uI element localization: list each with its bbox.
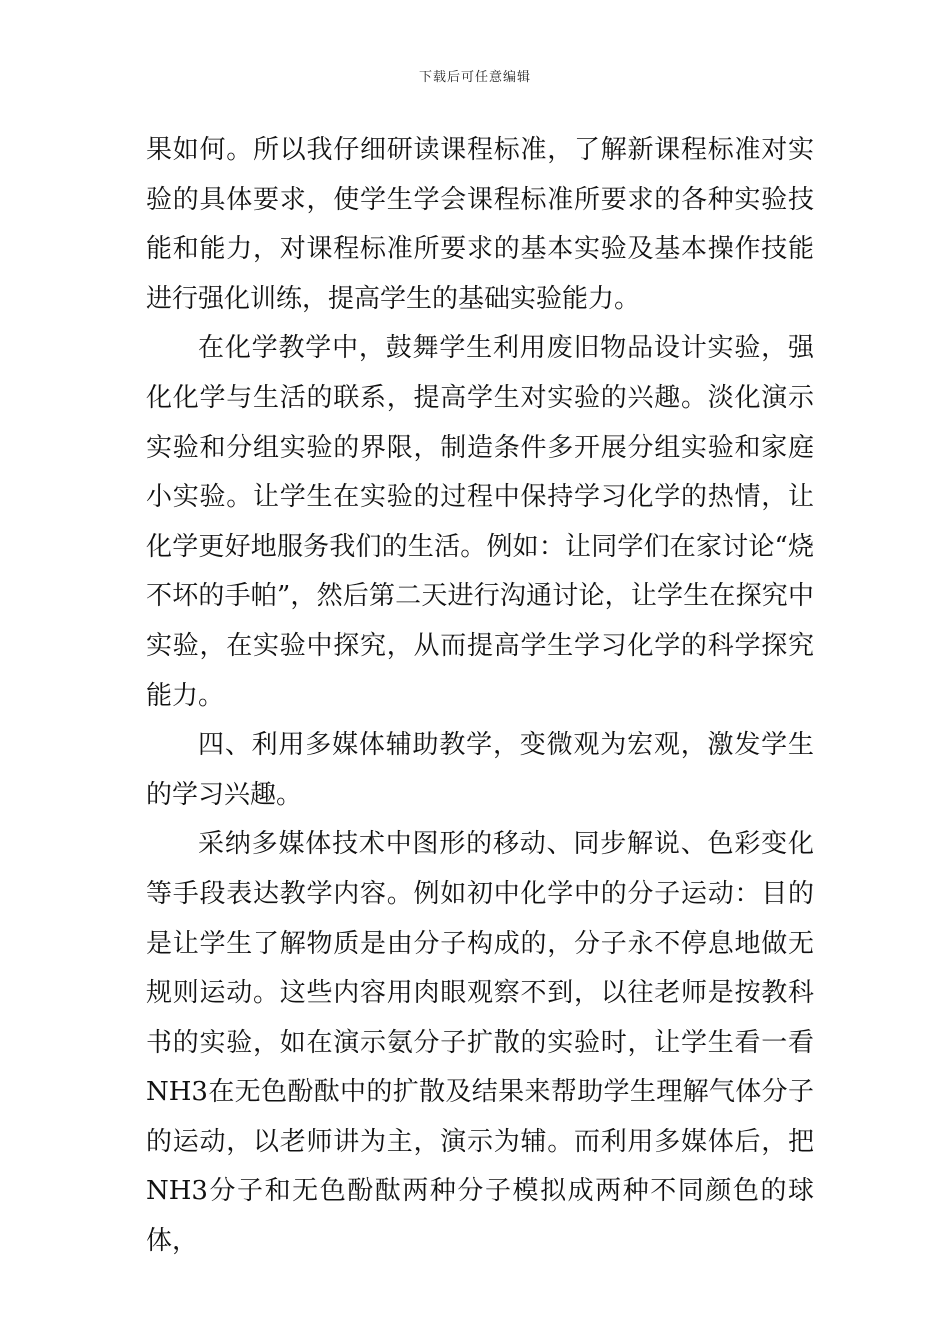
paragraph-2: 在化学教学中，鼓舞学生利用废旧物品设计实验，强化化学与生活的联系，提高学生对实验的兴趣。淡化演示实验和分组实验的界限，制造条件多开展分组实验和家庭小实验。让学生在实验的过程中保持学习化学的热情，让化学更好地服务我们的生活。例如：让同学们在家讨论“烧不坏的手帕”，然后第二天进行沟通讨论，让学生在探究中实验，在实验中探究，从而提高学生学习化学的科学探究能力。 [146, 333, 814, 711]
paragraph-1: 果如何。所以我仔细研读课程标准，了解新课程标准对实验的具体要求，使学生学会课程标准所要求的各种实验技能和能力，对课程标准所要求的基本实验及基本操作技能进行强化训练，提高学生的基础实验能力。 [146, 135, 814, 314]
page-header: 下载后可任意编辑 [418, 70, 531, 85]
document-body [146, 126, 814, 1267]
paragraph-3: 采纳多媒体技术中图形的移动、同步解说、色彩变化等手段表达教学内容。例如初中化学中的分子运动：目的是让学生了解物质是由分子构成的，分子永不停息地做无规则运动。这些内容用肉眼观察不到，以往老师是按教科书的实验，如在演示氨分子扩散的实验时，让学生看一看NH3在无色酚酞中的扩散及结果来帮助学生理解气体分子的运动，以老师讲为主，演示为辅。而利用多媒体后，把NH3分子和无色酚酞两种分子模拟成两种不同颜色的球体， [146, 829, 814, 1257]
section-heading-4: 四、利用多媒体辅助教学，变微观为宏观，激发学生的学习兴趣。 [146, 730, 814, 810]
